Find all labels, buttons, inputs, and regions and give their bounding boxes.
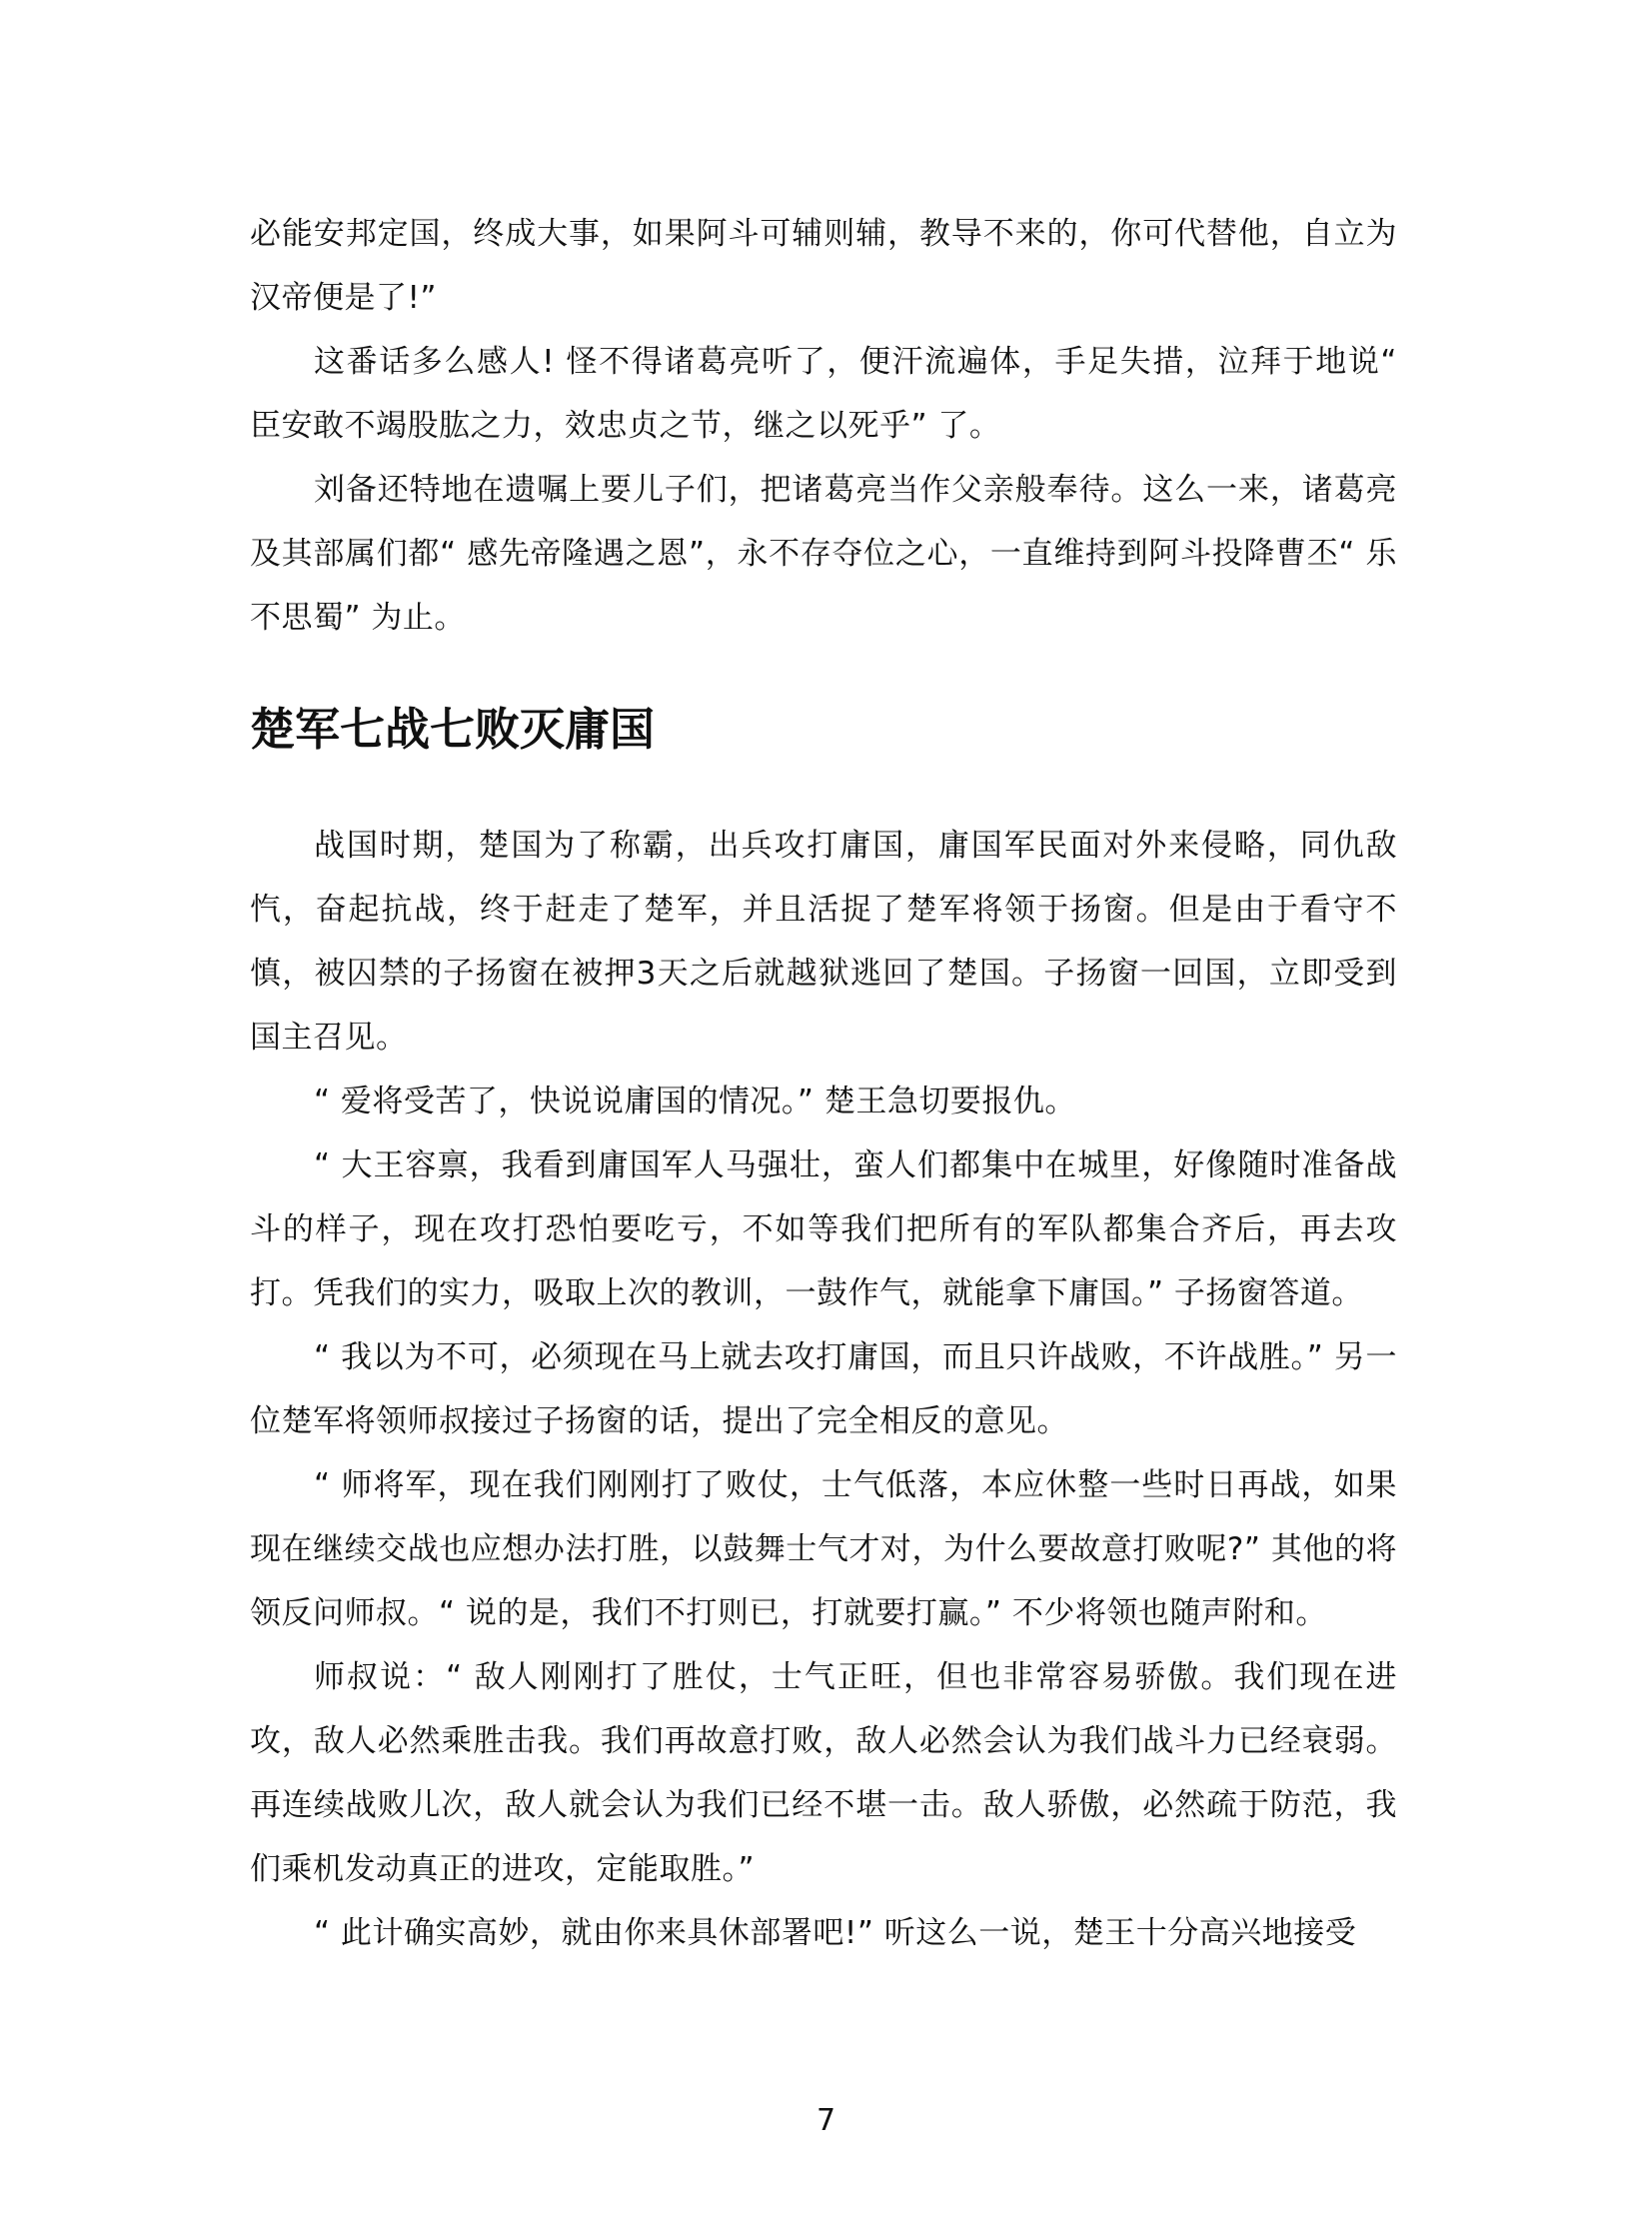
paragraph-7: “ 我以为不可，必须现在马上就去攻打庸国，而且只许战败，不许战胜。” 另一位楚军将领师叔接过子扬窗的话，提出了完全相反的意见。 — [250, 1339, 1397, 1439]
section-heading: 楚军七战七败灭庸国 — [250, 703, 656, 756]
paragraph-1: 必能安邦定国，终成大事，如果阿斗可辅则辅，教导不来的，你可代替他，自立为汉帝便是了!” — [250, 216, 1397, 316]
page-number: 7 — [816, 2103, 836, 2138]
paragraph-6: “ 大王容禀，我看到庸国军人马强壮，蛮人们都集中在城里，好像随时准备战斗的样子，现在攻打恐怕要吃亏，不如等我们把所有的军队都集合齐后，再去攻打。凭我们的实力，吸取上次的教训，一鼓作气，就能拿下庸国。” 子扬窗答道。 — [250, 1147, 1397, 1311]
section-continuation — [250, 202, 1397, 650]
paragraph-9: 师叔说：“ 敌人刚刚打了胜仗，士气正旺，但也非常容易骄傲。我们现在进攻，敌人必然乘胜击我。我们再故意打败，敌人必然会认为我们战斗力已经衰弱。再连续战败儿次，敌人就会认为我们已经不堪一击。敌人骄傲，必然疏于防范，我们乘机发动真正的进攻，定能取胜。” — [250, 1659, 1397, 1887]
paragraph-4: 战国时期，楚国为了称霸，出兵攻打庸国，庸国军民面对外来侵略，同仇敌忾，奋起抗战，终于赶走了楚军，并且活捉了楚军将领于扬窗。但是由于看守不慎，被囚禁的子扬窗在被押3天之后就越狱逃回了楚国。子扬窗一回国，立即受到国主召见。 — [250, 828, 1397, 1056]
section-body — [250, 814, 1397, 1965]
paragraph-3: 刘备还特地在遗嘱上要儿子们，把诸葛亮当作父亲般奉待。这么一来，诸葛亮及其部属们都“ 感先帝隆遇之恩”，永不存夺位之心，一直维持到阿斗投降曹丕“ 乐不思蜀” 为止。 — [250, 472, 1397, 636]
paragraph-2: 这番话多么感人! 怪不得诸葛亮听了，便汗流遍体，手足失措，泣拜于地说“ 臣安敢不竭股肱之力，效忠贞之节，继之以死乎” 了。 — [250, 344, 1397, 444]
paragraph-10: “ 此计确实高妙，就由你来具休部署吧!” 听这么一说，楚王十分高兴地接受 — [314, 1915, 1357, 1951]
paragraph-5: “ 爱将受苦了，快说说庸国的情况。” 楚王急切要报仇。 — [314, 1084, 1076, 1119]
paragraph-8: “ 师将军，现在我们刚刚打了败仗，士气低落，本应休整一些时日再战，如果现在继续交战也应想办法打胜，以鼓舞士气才对，为什么要故意打败呢?” 其他的将领反问师叔。“ 说的是，我们不打则已，打就要打赢。” 不少将领也随声附和。 — [250, 1467, 1397, 1631]
